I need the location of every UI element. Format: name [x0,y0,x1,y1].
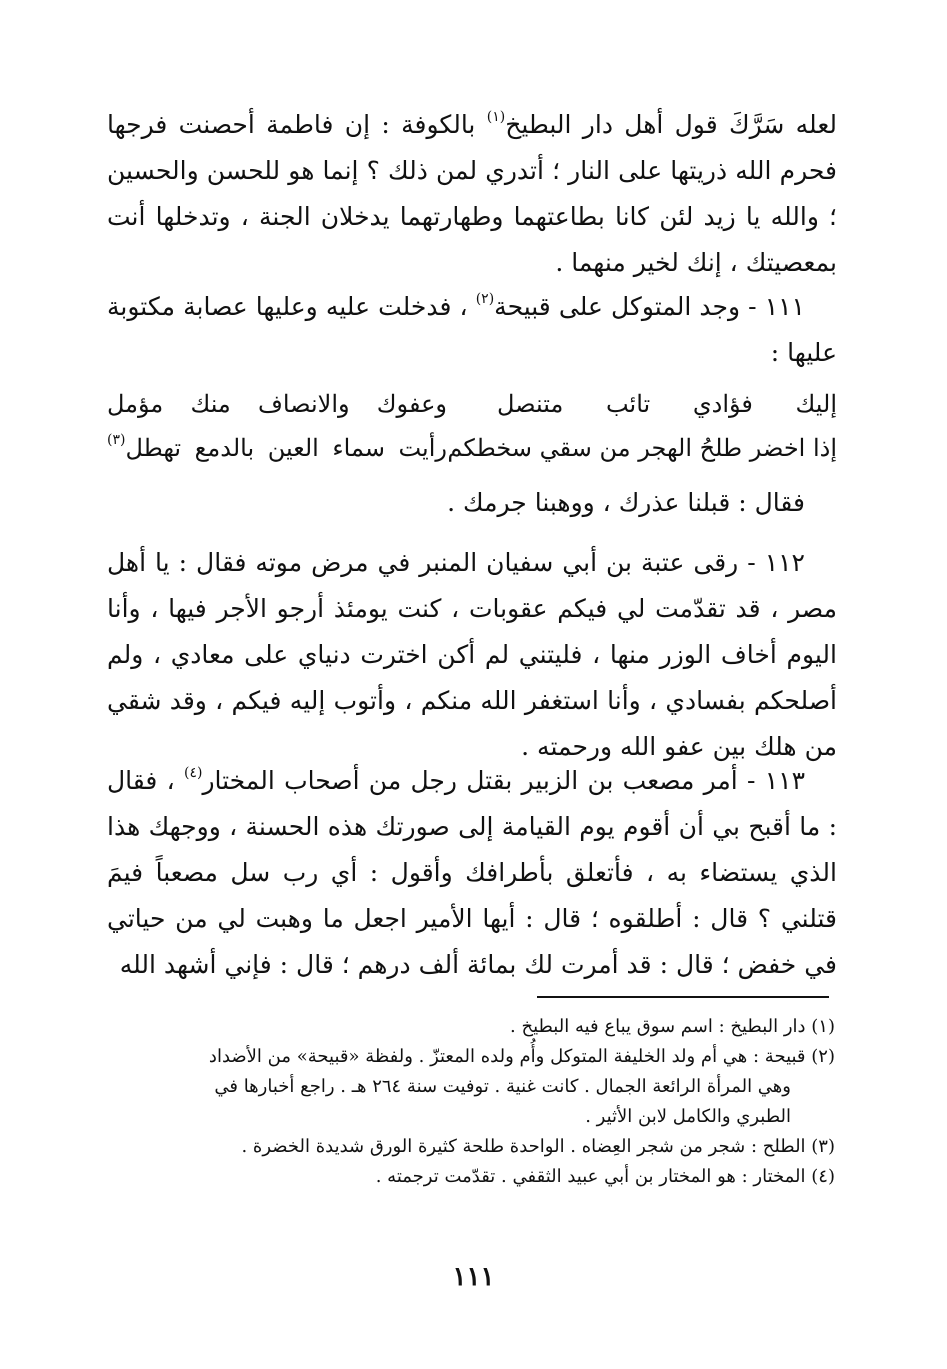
footnote-2-end: الطبري والكامل لابن الأثير . [585,1106,791,1127]
footnote-ref-2: (٢) [475,291,495,307]
footnote-ref-1: (١) [486,109,506,125]
poem-line-1-second-hemistich: وعفوك والانصاف منك مؤمل [107,390,447,418]
paragraph-111 [107,284,837,376]
main-text-block-2 [107,284,837,376]
poem-line-2-second-hemistich [107,426,447,470]
paragraph-111-part-b: ، فدخلت عليه وعليها عصابة مكتوبة عليها : [107,292,837,367]
poem-line-1 [107,382,837,426]
poem-block [107,382,837,470]
paragraph-1 [107,102,837,286]
main-text-block-4 [107,540,837,770]
main-text-block-3 [107,480,837,526]
paragraph-112: ١١٢ - رقى عتبة بن أبي سفيان المنبر في مرض موته فقال : يا أهل مصر ، قد تقدّمت لي فيكم عقوبات ، كنت يومئذ أرجو الأجر فيها ، وأنا اليوم أخاف الوزر منها ، فليتني لم أكن اخترت دنياي على معادي ، ولم أصلحكم بفسادي ، وأنا استغفر الله منكم ، وأتوب إليه فيكم ، وقد شقي من هلك بين عفو الله ورحمته . [107,548,837,761]
paragraph-113-part-a: ١١٣ - أمر مصعب بن الزبير بقتل رجل من أصحاب المختار [202,766,806,795]
footnote-2-continued: وهي المرأة الرائعة الجمال . كانت غنية . توفيت سنة ٢٦٤ هـ . راجع أخبارها في [214,1076,791,1097]
paragraph-111-part-a: ١١١ - وجد المتوكل على قبيحة [494,292,805,321]
main-text-block-1 [107,102,837,286]
paragraph-response: فقال : قبلنا عذرك ، ووهبنا جرمك . [447,488,805,517]
page-number: ١١١ [452,1262,495,1292]
footnote-ref-3: (٣) [107,432,126,448]
poem-line-2-first-hemistich: إذا اخضر طلحُ الهجر من سقي سخطكم [447,434,837,462]
footnote-2: (٢) قبيحة : هي أم ولد الخليفة المتوكل وأُم ولده المعتزّ . ولفظة «قبيحة» من الأضداد [208,1046,835,1067]
footnote-separator [537,996,829,998]
poem-line-2 [107,426,837,470]
poem-line-2-second-text: رأيت سماء العين بالدمع تهطل [125,434,447,462]
footnotes-block [119,1012,835,1192]
paragraph-1-part-a: لعله سَرَّكَ قول أهل دار البطيخ [505,110,837,139]
main-text-block-5 [107,758,837,988]
poem-line-1-first-hemistich: إليك فؤادي تائب متنصل [497,390,837,418]
paragraph-1-part-b: بالكوفة : إن فاطمة أحصنت فرجها فحرم الله ذريتها على النار ؛ أتدري لمن ذلك ؟ إنما هو للحسن والحسين ؛ والله يا زيد لئن كانا بطاعتهما وطهارتهما يدخلان الجنة ، وتدخلها أنت بمعصيتك ، إنك لخير منهما . [107,110,837,277]
footnote-3: (٣) الطلح : شجر من شجر العِضاه . الواحدة طلحة كثيرة الورق شديدة الخضرة . [241,1136,835,1157]
footnote-1: (١) دار البطيخ : اسم سوق يباع فيه البطيخ . [510,1016,835,1037]
footnote-4: (٤) المختار : هو المختار بن أبي عبيد الثقفي . تقدّمت ترجمته . [375,1166,835,1187]
paragraph-113 [107,758,837,988]
paragraph-113-part-b: ، فقال : ما أقبح بي أن أقوم يوم القيامة إلى صورتك هذه الحسنة ، ووجهك هذا الذي يستضاء به ، فأتعلق بأطرافك وأقول : أي رب سل مصعباً فيمَ قتلني ؟ قال : أطلقوه ؛ قال : أيها الأمير اجعل ما وهبت لي من حياتي في خفض ؛ قال : قد أمرت لك بمائة ألف درهم ؛ قال : فإني أشهد الله [107,766,837,979]
footnote-ref-4: (٤) [183,765,203,781]
